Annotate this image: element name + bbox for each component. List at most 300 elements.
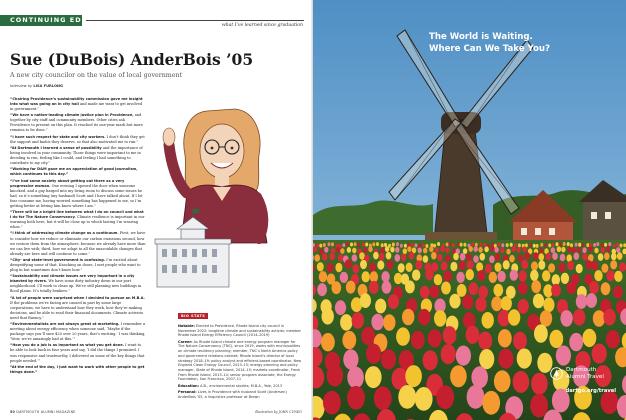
tulip [328,242,331,246]
tulip [546,253,552,261]
tulip [342,331,356,349]
tulip [418,244,421,248]
tulip [484,246,488,252]
tulip [347,367,364,389]
travel-ad-page [313,0,626,420]
ad-headline-line2: Where Can We Take You? [429,44,550,54]
tulip [561,247,565,253]
tulip [543,297,554,312]
page-footer [10,410,76,414]
tulip [531,261,538,270]
tulip [489,272,497,283]
qa-paragraph [10,322,146,342]
tulip [567,281,577,294]
tulip [402,309,414,326]
tulip [363,248,367,254]
tulip [360,293,371,308]
qa-quote-body: If the problems we’re facing are caused in part by some large corporations, we have to understand how they work, how they’re making decisions, and be able to read their financial documents. Climate activists need that fluency.” [10,300,144,320]
tulip [534,324,548,342]
tulip [407,246,411,252]
illustration-credit [255,410,302,414]
tulip [466,269,474,280]
tulip [361,327,375,345]
tulip [415,387,433,411]
tulip [430,285,440,298]
tulip [362,243,365,247]
tulip [478,332,492,350]
tulip [398,263,405,272]
tulip [539,253,545,261]
qa-paragraph [10,135,146,145]
tulip [409,252,415,260]
tulip [533,244,536,248]
ad-url[interactable]: dartgo.org/travel [565,388,616,394]
tulip [596,242,599,246]
tulip [457,242,460,246]
tulip [589,281,599,294]
tulip [377,260,384,269]
tulip [548,263,555,272]
bio-stat-text: As Rhode Island climate and energy program manager for The Nature Conservancy (TNC), since 2019, works with municipalities on climate resiliency planning; member, TNC’s North America policy and government relations cabinet; Rhode Island’s director of local strategy 2018–19; policy analyst and efficient-based coordinator, New England Clean Energy Council, 2013–15; energy planning and policy manager, State of Rhode Island, 2014–15; markets coordinator, Fresh From Rhode Island, 2013–14; senior program associate, the Energy Foundation, San Francisco, 2007–11 [178,339,302,382]
tulip [329,253,335,261]
qa-quote-body: and together by city staff and community members. Other cities ask Providence to present on this plan. It reached its one-year mark but more remains to be done.” [10,113,143,133]
tulip [567,242,570,246]
globe-pine-icon [550,367,563,380]
qa-paragraph [10,179,146,209]
tulip [443,326,457,344]
tulip [365,366,382,388]
tulip [449,294,460,309]
tulip [340,248,344,254]
qa-paragraph [10,167,146,177]
qa-quote-body: Climate resilience is important in our warming both here, but it will be close up to which lasting I’m wearing when.” [10,215,145,230]
tulip [463,243,466,247]
tulip [519,270,527,281]
qa-paragraph [10,146,146,166]
tulip [457,284,467,297]
tulip [346,242,349,246]
tulip [530,394,548,418]
tulip [386,260,393,269]
tulip [542,270,550,281]
tulip [473,255,479,263]
tulip [576,294,587,309]
tulip [317,283,327,296]
tulip [575,243,578,247]
tulip [388,294,399,309]
ad-headline-line1: The World is Waiting. [429,32,533,42]
tulip [433,244,436,248]
tulip [518,243,521,247]
bio-stat-item [178,324,302,338]
credit-prefix: illustration by [255,410,278,414]
tulip [327,263,334,272]
tulip [471,242,474,246]
bio-stats-text [178,324,302,399]
tulip [497,271,505,282]
tulip [620,244,623,248]
tulip [338,254,344,262]
tulip [365,243,368,247]
tulip [441,344,456,364]
tulip [395,254,401,262]
tulip [403,248,407,254]
tulip [453,253,459,261]
tulip [317,262,324,271]
tulip [422,243,425,247]
tulip [405,280,415,293]
tulip [478,286,488,299]
tulip [463,248,467,254]
tulip [401,254,407,262]
tulip [558,263,565,272]
tulip [435,247,439,253]
tulip [456,346,471,366]
qa-quote-body: and the importance of being involved in your community. Those things were important to me in deciding to run, feeling like I could, and feeling I had something to contribute to my city.” [10,145,143,166]
tulip [434,274,442,285]
tulip [373,252,379,260]
tulip [381,271,389,282]
tulip [601,282,611,295]
tulip [405,365,422,387]
tulip [418,309,430,326]
tulip [608,242,611,246]
column-tagline: what I’ve learned since graduation [221,23,303,28]
tulip [395,247,399,253]
bio-stat-label: Education: [178,383,199,388]
tulip [517,348,532,368]
tulip [362,271,370,282]
tulip [467,385,485,409]
tulip [428,329,442,347]
tulip [357,243,360,247]
tulip [513,371,530,393]
tulip [386,252,392,260]
tulip [531,280,541,293]
qa-quote-body: I remember a meeting about energy efficiency when someone said, ‘Maybe if the package says you’ll save $20 over 20 years, that’s exciting.’ I was thinking, ‘Wow, we’re amazingly bad at this.’” [10,322,146,342]
tulip [468,282,478,295]
tulip [319,244,322,248]
tulip [431,252,437,260]
qa-paragraph [10,97,146,112]
qa-paragraph [10,231,146,256]
qa-paragraph [10,210,146,230]
tulip [572,247,576,253]
tulip [382,281,392,294]
tulip [476,262,483,271]
tulip [440,246,444,252]
tulip [319,249,323,255]
tulip [471,366,488,388]
tulip [538,260,545,269]
tulip [369,281,379,294]
tulip [563,242,566,246]
tulip [544,243,547,247]
tulip [475,297,486,312]
tulip [501,243,504,247]
tulip [601,247,605,253]
bio-stat-label: Notable: [178,324,195,328]
tulip [582,247,586,253]
tulip [352,248,356,254]
qa-quote-lead: “Environmentalists are not always great at marketing. [10,322,120,327]
qa-paragraph [10,274,146,294]
tulip [431,262,438,271]
tulip [604,243,607,247]
tulip [437,242,440,246]
logo-line2: Alumni Travel [566,373,604,380]
tulip [517,247,521,253]
tulip [598,253,604,261]
tulip [521,260,528,269]
portrait-illustration [147,93,299,293]
tulip [548,243,551,247]
tulip [498,242,501,246]
qa-paragraph [10,296,146,321]
tulip [400,244,403,248]
tulip [371,314,383,331]
tulip [506,243,509,247]
tulip [574,252,580,260]
tulip [434,310,446,327]
tulip [536,244,539,248]
qa-quote-lead: “I have such respect for state and city workers. [10,134,106,139]
tulip [508,309,520,326]
qa-quote-lead: “At the end of the day, I just want to work with other people to get things done.” [10,364,145,374]
tulip [383,314,395,331]
tulip [445,255,451,263]
tulip [415,260,422,269]
tulip [392,243,395,247]
tulip [370,271,378,282]
tulip [425,269,433,280]
tulip [396,327,410,345]
qa-quote-lead: “A lot of people were surprised when I decided to pursue an M.B.A. [10,295,145,300]
tulip [589,246,593,252]
tulip [592,344,607,364]
tulip [490,246,494,252]
qa-quote-body: and made me want to get involved in government.” [10,102,142,112]
article-dek: A new city councilor on the value of local government [10,72,183,79]
tulip [411,331,425,349]
tulip [381,247,385,253]
tulip [347,247,351,253]
tulip [601,243,604,247]
tulip [322,308,334,325]
tulip [594,270,602,281]
tulip [582,253,588,261]
qa-paragraph [10,258,146,273]
qa-quote-lead: “I think of addressing climate change as a continuum. [10,231,119,236]
tulip [374,386,392,410]
tulip [360,260,367,269]
tulip [556,242,559,246]
tulip [477,270,485,281]
tulip [381,349,396,369]
tulip [379,253,385,261]
tulip [522,246,526,252]
tulip [604,252,610,260]
qa-quote-lead: “City- and state-level government is confusing. [10,257,106,262]
tulip [593,310,605,327]
tulip [385,246,389,252]
tulip [331,242,334,246]
tulip [314,254,320,262]
tulip [411,243,414,247]
qa-quote-body: I want to be able to look back in four years and say, ‘I did the things I promised. I was responsive and trustworthy. I delivered on some of the key things that people needed.’” [10,343,145,363]
tulip [423,255,429,263]
tulip [613,244,616,248]
tulip [444,271,452,282]
article-headline: Sue (DuBois) AnderBois ’05 [10,50,254,69]
qa-quote-lead: “There will be a bright line between what I do on council and what I do for The Nature Conservancy. [10,210,144,220]
tulip [616,247,620,253]
tulip [530,270,538,281]
qa-quote-lead: “Working for D&M gave me an appreciation of good journalism, which continues to this day.” [10,167,138,177]
tulip [398,385,416,409]
tulip [606,246,610,252]
tulip [459,261,466,270]
tulip [591,261,598,270]
tulip [479,243,482,247]
tulip [501,296,512,311]
qa-quote-lead: “I’ve had some anxiety about getting out there as a very progressive woman. [10,178,125,188]
tulip [559,242,562,246]
tulip [560,254,566,262]
qa-quote-lead: “Chairing Providence’s sustainability commission gave me insight into what was going on in city hall [10,97,143,107]
tulip [381,243,384,247]
tulip [340,272,348,283]
tulip [611,253,617,261]
qa-quote-body: I’m excited about demystifying some of that. Knocking on doors, I met people who want to plug in but sometimes don’t know how.” [10,257,141,272]
tulip [613,286,623,299]
tulip [483,243,486,247]
tulip [456,272,464,283]
tulip [570,243,573,247]
tulip [485,264,492,273]
tulip [560,310,572,327]
tulip [561,273,569,284]
tulip [441,261,448,270]
tulip [567,247,571,253]
tulip [322,253,328,261]
tulip [350,243,353,247]
tulip [343,349,358,369]
tulip [460,253,466,261]
tulip [479,349,494,369]
tulip [347,386,365,410]
tulip [603,309,615,326]
tulip [557,246,561,252]
tulip [335,263,342,272]
magazine-name: DARTMOUTH ALUMNI MAGAZINE [16,410,76,414]
tulip [406,263,413,272]
tulip [616,243,619,247]
tulip [494,370,511,392]
tulip [606,330,620,348]
tulip [462,295,473,310]
tulip [540,243,543,247]
tulip [327,365,344,387]
bio-stat-label: Personal: [178,389,197,394]
tulip [331,248,335,254]
alumni-travel-logo [550,367,604,380]
tulip [586,293,597,308]
tulip [368,246,372,252]
tulip [581,243,584,247]
bio-stat-item [178,340,302,382]
tulip [573,309,585,326]
tulip [606,270,614,281]
tulip [340,314,352,331]
tulip [396,242,399,246]
tulip [510,270,518,281]
tulip [493,284,503,297]
qa-quote-lead: “We have a nation-leading climate justice plan in Providence, [10,113,134,118]
tulip [569,333,583,351]
tulip [467,260,474,269]
qa-paragraph [10,113,146,133]
tulip [556,345,571,365]
page-number: 50 [10,410,16,414]
bio-stats-box [178,302,302,401]
qa-quote-body: We have some dirty industry down in our port neighborhood. I’ll work to clean up. We’re still planning new buildings in flood plains. It’s totally bonkers.” [10,279,142,294]
tulip [450,262,457,271]
qa-quote-lead: “How you do a job is as important as what you get done. [10,343,125,348]
tulip [475,243,478,247]
tulip [540,310,552,327]
tulip [489,255,495,263]
tulip [578,243,581,247]
tulip [619,262,626,271]
tulip [539,248,543,254]
tulip [482,391,500,415]
tulip [529,243,532,247]
bio-stat-item [178,390,302,399]
tulip [323,391,341,415]
tulip [498,329,512,347]
tulip [331,281,341,294]
tulip [372,242,375,246]
tulip [518,299,529,314]
tulip [617,252,623,260]
tulip [316,243,319,247]
tulip [324,247,328,253]
tulip [319,271,327,282]
ad-headline [429,31,550,55]
tulip [359,252,365,260]
tulip [342,243,345,247]
article-byline [10,84,63,88]
tulip [369,263,376,272]
bio-stat-text: Lives in Providence with husband Scott (Andersen) AnderBois ’05, a linguistics professor at Brown [178,389,287,399]
tulip [583,329,597,347]
tulip [437,254,443,262]
tulip [567,261,574,270]
tulip [423,350,438,370]
tulip [336,247,340,253]
tulip [498,349,513,369]
tulip [448,242,451,246]
tulip [418,248,422,254]
windmill-tulip-photo [313,0,626,420]
tulip [441,282,451,295]
tulip [601,264,608,273]
bio-stat-text: A.B., environmental studies; M.B.A., Yale, 2013 [199,383,283,388]
tulip [313,246,317,252]
tulip [323,243,326,247]
tulip [509,255,515,263]
